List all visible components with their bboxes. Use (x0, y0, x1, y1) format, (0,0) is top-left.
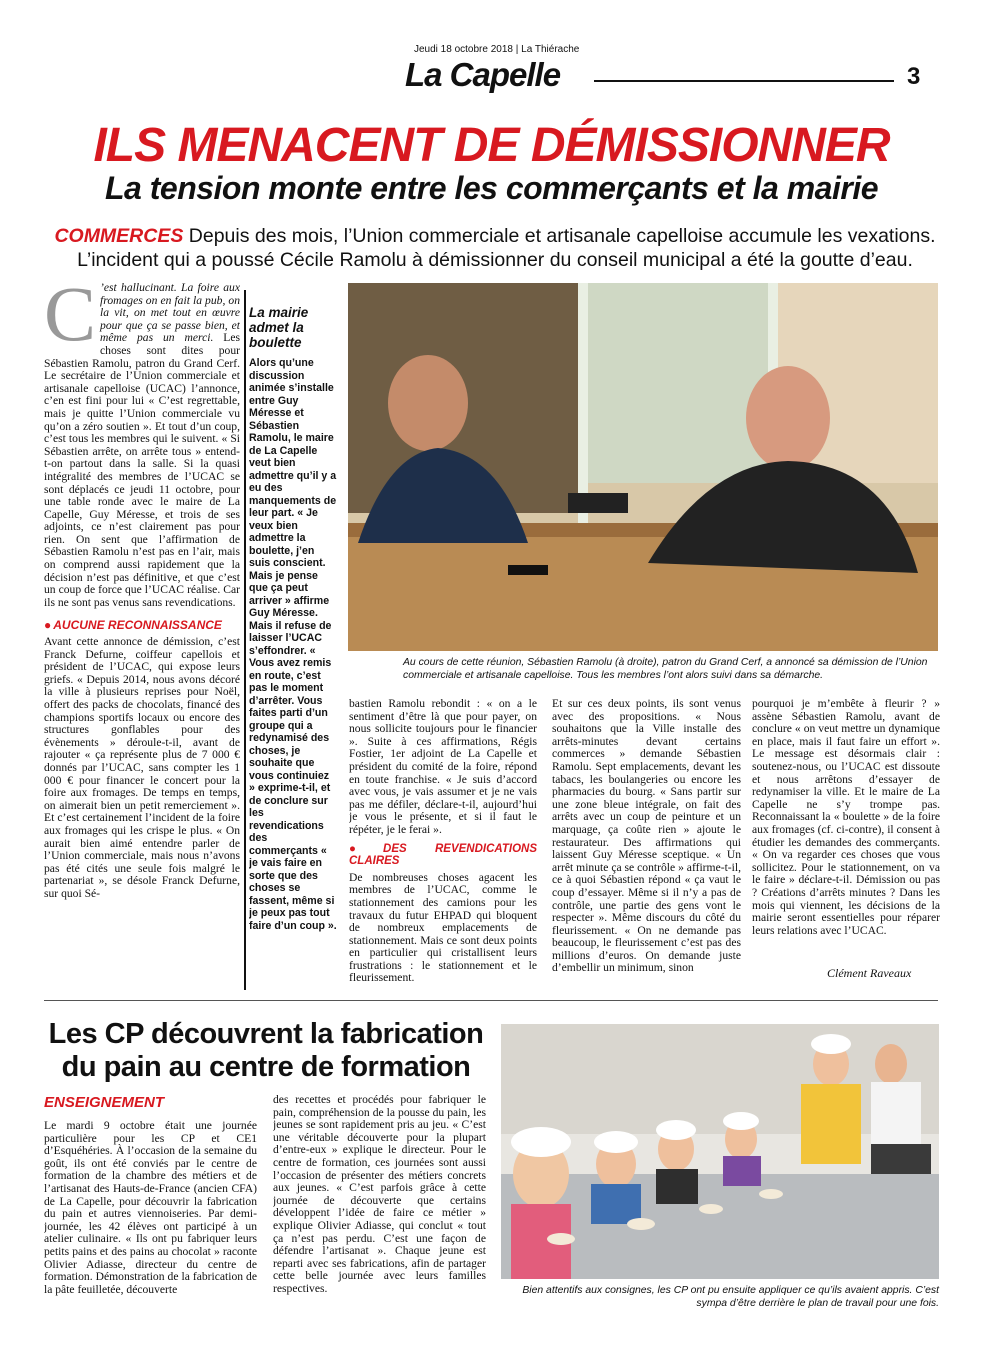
subhead-revendications-text: DES REVENDICATIONS CLAIRES (349, 842, 537, 868)
header-publication: La Thiérache (521, 44, 580, 55)
lede-line1: Depuis des mois, l’Union commerciale et artisanale capelloise accumule les vexations. (188, 225, 936, 247)
article-column-4: Et sur ces deux points, ils sont venus avec des propositions. « Nous souhaitons que la Ville installe des arrêts-minutes devant certains commerces » demande Sébastien Ramolu. Sept emplacements, devant les tabacs, les boulangeries ou encore les pharmacies du bourg. « Sans partir sur une zone bleue intégrale, on fait des arrêts avec un coup de peinture et un marquage, ça coûte rien » ajoute le restaurateur. Des affirmations qui laissent Guy Méresse sceptique. « Un arrêt minute ça se contrôle » affirme-t-il, ce à quoi Sébastien répond « ça vaut le coup d’essayer. Même si il n’y a pas de contrôle, une partie des gens vont le respecter ». Même discours du côté du fleurissement. « On ne demande pas beaucoup, le fleurissement c’est pas des millions d’euros. On demande juste d’embellir un minimum, sinon (552, 698, 741, 975)
meeting-photo (348, 283, 938, 651)
header-dateline (414, 44, 579, 55)
drop-cap: C (44, 282, 97, 357)
header-date: Jeudi 18 octobre 2018 (414, 44, 513, 55)
lede (40, 224, 950, 272)
article2-kicker: ENSEIGNEMENT (44, 1094, 165, 1111)
sidebar-rule (244, 290, 246, 990)
subhead-aucune-reconnaissance-text: AUCUNE RECONNAISSANCE (53, 618, 222, 633)
headline: ILS MENACENT DE DÉMISSIONNER (93, 119, 890, 172)
subhead-aucune-reconnaissance (44, 619, 240, 632)
article-column-5: pourquoi je m’embête à fleurir ? » assène Sébastien Ramolu, avant de conclure « on veut mettre un dynamique en place, mais il faut faire un effort ». Le message est désormais clair : soutenez-nous, ou l’UCAC est dissoute et nous arrêtons d’essayer de redynamiser la ville. Et le maire de La Capelle ne s’y trompe pas. Reconnaissant la « boulette » de la foire aux fromages (cf. ci-contre), il consent à étudier les demandes des commerçants. « On va regarder ces choses que vous sollicitez. Pour le stationnement, on va le faire » déclare-t-il. Démission ou pas ? Créations d’arrêts minutes ? Dans les mois qui viennent, les décisions de la mairie seront essentielles pour réparer leurs relations avec l’UCAC. (752, 698, 940, 937)
article-column-1 (44, 282, 240, 994)
bakery-photo (501, 1024, 939, 1279)
page-number: 3 (907, 63, 921, 90)
article2-column-1: Le mardi 9 octobre était une journée particulière pour les CP et CE1 d’Esquéhéries. À l’occasion de la semaine du goût, ils ont été conviés par le centre de formation de la chambre des métiers et de l’artisanat des Hauts-de-France (ancien CFA) de La Capelle, pour découvrir la fabrication du pain et autres viennoiseries. Par demi-journée, les 42 élèves ont participé à un atelier culinaire. « Ils ont pu fabriquer leurs petits pains et des pains au chocolat » raconte Olivier Adiasse, directeur du centre de formation. Démonstration de la fabrication de la pâte feuilletée, découverte (44, 1120, 257, 1296)
article2-title-line2: du pain au centre de formation (61, 1051, 471, 1083)
article-column-3 (349, 698, 537, 990)
col1-text-c: Avant cette annonce de démission, c’est Franck Defurne, coiffeur capellois et président de l’UCAC, qui expose leurs griefs. « Depuis 2014, nous avons décoré la ville à plusieurs reprises pour Noël, offert des packs de chocolats, financé des champions sportifs locaux ou encore des structures gonflables pour des évènements » déroule-t-il, avant de rajouter « ça représente plus de 7 000 € donnés par l’UCAC, sans compter les 1 000 € pour financer le concert pour la foire aux fromages. De temps en temps, on aimerait bien un petit remerciement ». Et c’est certainement l’incident de la foire aux fromages qui les crispe le plus. « On aurait bien aimé entendre parler de l’Union commerciale, mais nous n’avons pas été cités une seule fois malgré le partenariat », se désole Franck Defurne, sur quoi Sé- (44, 635, 240, 900)
article2-column-2: des recettes et procédés pour fabriquer le pain, compréhension de la pousse du pain, les jeunes se sont rapidement pris au jeu. « C’est une véritable découverte pour la plupart d’entre-eux » explique le directeur. Pour le centre de formation, ces journées sont aussi l’occasion de présenter des métiers concrets aux jeunes. « C’est parfois grâce à cette journée de découverte que certains développent l’idée de faire ce métier » explique Olivier Adiasse, qui conclut « tout ça n’est pas perdu. C’est une façon de défendre l’artisanat ». Chaque jeune est reparti avec ses fabrications, afin de partager cette belle journée avec leurs familles respectives. (273, 1094, 486, 1295)
header-rule (594, 80, 894, 82)
header-separator: | (515, 44, 522, 55)
article2-title (44, 1018, 488, 1084)
bakery-photo-illustration (501, 1024, 939, 1279)
bakery-photo-caption: Bien attentifs aux consignes, les CP ont pu ensuite appliquer ce qu’ils avaient appris. C’est sympa d’être derrière le plan de travail pour une fois. (522, 1285, 939, 1309)
col1-text-a: Les choses sont dites pour Sébastien Ramolu, patron du Grand Cerf. Le secrétaire de l’Union commerciale et artisanale capelloise (UCAC) l’annonce, c’en est fini pour lui « C’est regrettable, mais je quitte l’Union commerciale vu qu’on a zéro soutien ». Et tout d’un coup, c’est tous les membres qui le suivent. « Si Sébastien arrête, on arrête tous » entend-t-on partout dans la salle. Si la quasi intégralité des membres de l’UCAC se sont déplacés ce jeudi 11 octobre, pour une table ronde avec le maire de La Capelle, Guy Méresse, et trois de ses adjoints, ce n’est clairement pas pour rien. On sent que l’affirmation de Sébastien Ramolu n’est pas en l’air, mais on comprend aussi rapidement que la décision n’est pas définitive, et que c’est un coup de force que l’UCAC réalise. Car ils ne sont pas venus sans revendications. (44, 331, 240, 609)
opening-quote: ’est hallucinant. La foire aux fromages on en fait la pub, on la vit, on met tout en œuvre pour que ça se passe bien, et même pas un merci. (100, 282, 240, 345)
section-title: La Capelle (405, 56, 561, 93)
kicker: COMMERCES (54, 225, 184, 247)
subhead-revendications (349, 843, 537, 868)
col3-text-a: bastien Ramolu rebondit : « on a le sentiment d’être là que pour payer, on nous sollicite toujours pour le financier ». Suite à ces affirmations, Régis Fostier, 1er adjoint de La Capelle et président du comité de la foire, répond en toute franchise. « Je suis d’accord avec vous, je vais assumer et je ne vais pas me défiler, déclare-t-il, aujourd’hui je vous le présente, et si il faut le répéter, je le ferai ». (349, 698, 537, 836)
meeting-photo-caption: Au cours de cette réunion, Sébastien Ramolu (à droite), patron du Grand Cerf, a annoncé sa démission de l’Union commerciale et artisanale capelloise. Tous les membres l’ont alors suivi dans sa démarche. (403, 657, 928, 681)
sidebar-text: Alors qu’une discussion animée s’installe entre Guy Méresse et Sébastien Ramolu, le maire de La Capelle veut bien admettre qu’il y a eu des manquements de leur part. « Je veux bien admettre la boulette, j’en suis conscient. Mais je pense que ça peut arriver » affirme Guy Méresse. Mais il refuse de laisser l’UCAC s’effondrer. « Vous avez remis en route, c’est pas le moment d’arrêter. Vous faites parti d’un groupe qui a redynamisé des choses, je souhaite que vous continuiez » exprime-t-il, et de conclure sur les revendications des commerçants « je vais faire en sorte que des choses se fassent, même si je peux pas tout faire d’un coup ». (249, 357, 337, 932)
article-divider (44, 1000, 938, 1001)
subheadline: La tension monte entre les commerçants et la mairie (105, 170, 878, 206)
col3-text-b: De nombreuses choses agacent les membres de l’UCAC, comme le stationnement des camions pour les travaux du futur EHPAD qui bloquent de nombreux emplacements de stationnement. Mais ce sont deux points en particulier qui cristallisent leurs frustrations : le stationnement et le fleurissement. (349, 870, 537, 985)
lede-line2: L’incident qui a poussé Cécile Ramolu à démissionner du conseil municipal a été la goutte d’eau. (77, 249, 913, 271)
article2-title-line1: Les CP découvrent la fabrication (48, 1018, 484, 1050)
sidebar-title: La mairie admet la boulette (249, 305, 309, 350)
author-signature: Clément Raveaux (827, 966, 912, 980)
meeting-photo-illustration (348, 283, 938, 651)
